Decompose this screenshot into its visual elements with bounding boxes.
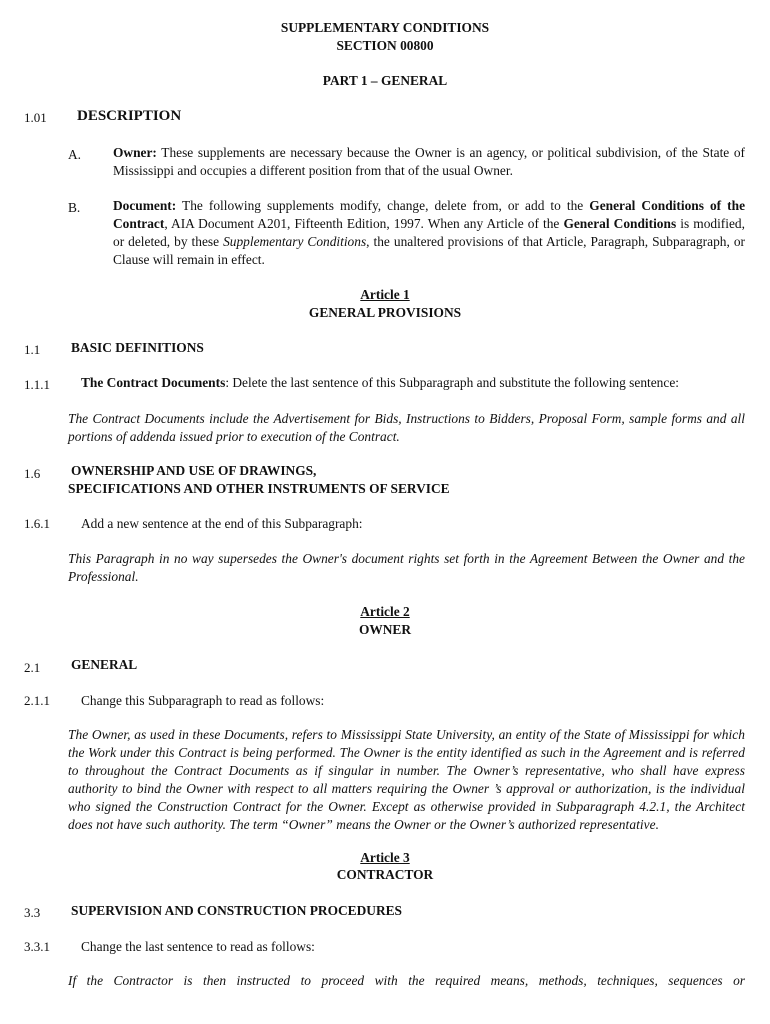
item-b-text-3: is modified, or deleted, by these [113, 216, 745, 249]
section-1-01-number: 1.01 [24, 110, 47, 125]
section-2-1-1-quote: The Owner, as used in these Documents, refers to Mississippi State University, an entity of the State of Mississippi for which the Work under this Contract is being performed. The Owner is the entity identified as such in the Agreement and is referred to throughout the Contract Documents as if singular in number. The Owner’s representative, who shall have express authority to bind the Owner with respect to all matters requiring the Owner ’s approval or authorization, is the individual who signed the Construction Contract for the Owner. Except as otherwise provided in Subparagraph 4.2.1, the Architect does not have such authority. The term “Owner” means the Owner or the Owner’s authorized representative. [68, 727, 745, 832]
section-1-1-1-text: : Delete the last sentence of this Subparagraph and substitute the following sentence: [225, 375, 679, 390]
contract-documents-label: The Contract Documents [81, 375, 226, 390]
part-heading: PART 1 – GENERAL [322, 73, 448, 88]
section-1-1-number: 1.1 [24, 342, 41, 357]
section-3-3-1-quote: If the Contractor is then instructed to proceed with the required means, methods, techniques, sequences or [68, 973, 745, 988]
section-2-1-1-text: Change this Subparagraph to read as follows: [81, 693, 325, 708]
section-1-6-heading-line-2: SPECIFICATIONS AND OTHER INSTRUMENTS OF SERVICE [68, 481, 450, 496]
section-number: SECTION 00800 [336, 38, 434, 53]
article-2-title: OWNER [358, 622, 412, 637]
item-a-letter: A. [68, 147, 82, 162]
supplementary-conditions-ref: Supplementary Conditions [223, 234, 367, 249]
article-2-label: Article 2 [360, 604, 410, 619]
section-1-1-1-number: 1.1.1 [24, 377, 50, 392]
section-1-01-heading: DESCRIPTION [77, 108, 182, 124]
document-title: SUPPLEMENTARY CONDITIONS [280, 20, 490, 35]
section-2-1-1-number: 2.1.1 [24, 693, 50, 708]
section-1-1-heading: BASIC DEFINITIONS [71, 340, 204, 355]
section-2-1-number: 2.1 [24, 660, 41, 675]
general-conditions-title: General Conditions of the Contract [113, 198, 746, 231]
section-1-6-1-text: Add a new sentence at the end of this Subparagraph: [81, 516, 363, 531]
item-b-text-1: The following supplements modify, change, delete from, or add to the [182, 198, 584, 213]
section-3-3-1-text: Change the last sentence to read as follows: [81, 939, 315, 954]
article-1-label: Article 1 [360, 287, 410, 302]
item-b-label: Document: [113, 198, 177, 213]
item-a-paragraph [113, 144, 745, 180]
section-3-3-number: 3.3 [24, 905, 41, 920]
section-3-3-heading: SUPERVISION AND CONSTRUCTION PROCEDURES [71, 903, 402, 918]
item-b-letter: B. [68, 200, 81, 215]
general-conditions-ref: General Conditions [563, 216, 677, 231]
article-3-title: CONTRACTOR [336, 867, 434, 882]
section-1-6-heading-line-1: OWNERSHIP AND USE OF DRAWINGS, [71, 463, 317, 478]
section-1-1-1-line [81, 374, 746, 392]
section-3-3-1-number: 3.3.1 [24, 939, 50, 954]
item-b-text-2: , AIA Document A201, Fifteenth Edition, 1997. When any Article of the [164, 216, 560, 231]
section-1-6-1-number: 1.6.1 [24, 516, 50, 531]
item-a-label: Owner: [113, 145, 157, 160]
section-1-1-1-quote: The Contract Documents include the Advertisement for Bids, Instructions to Bidders, Proposal Form, sample forms and all portions of addenda issued prior to execution of the Contract. [68, 411, 745, 444]
section-2-1-heading: GENERAL [71, 657, 138, 672]
article-3-label: Article 3 [360, 850, 410, 865]
item-b-text-4: , the unaltered provisions of that Article, Paragraph, Subparagraph, or Clause will remain in effect. [113, 234, 745, 267]
item-a-text: These supplements are necessary because the Owner is an agency, or political subdivision, of the State of Mississippi and occupies a different position from that of the usual Owner. [113, 145, 746, 178]
article-1-title: GENERAL PROVISIONS [308, 305, 462, 320]
section-1-6-number: 1.6 [24, 466, 41, 481]
section-1-6-1-quote: This Paragraph in no way supersedes the Owner's document rights set forth in the Agreement Between the Owner and the Professional. [68, 551, 745, 584]
item-b-paragraph [113, 197, 745, 269]
